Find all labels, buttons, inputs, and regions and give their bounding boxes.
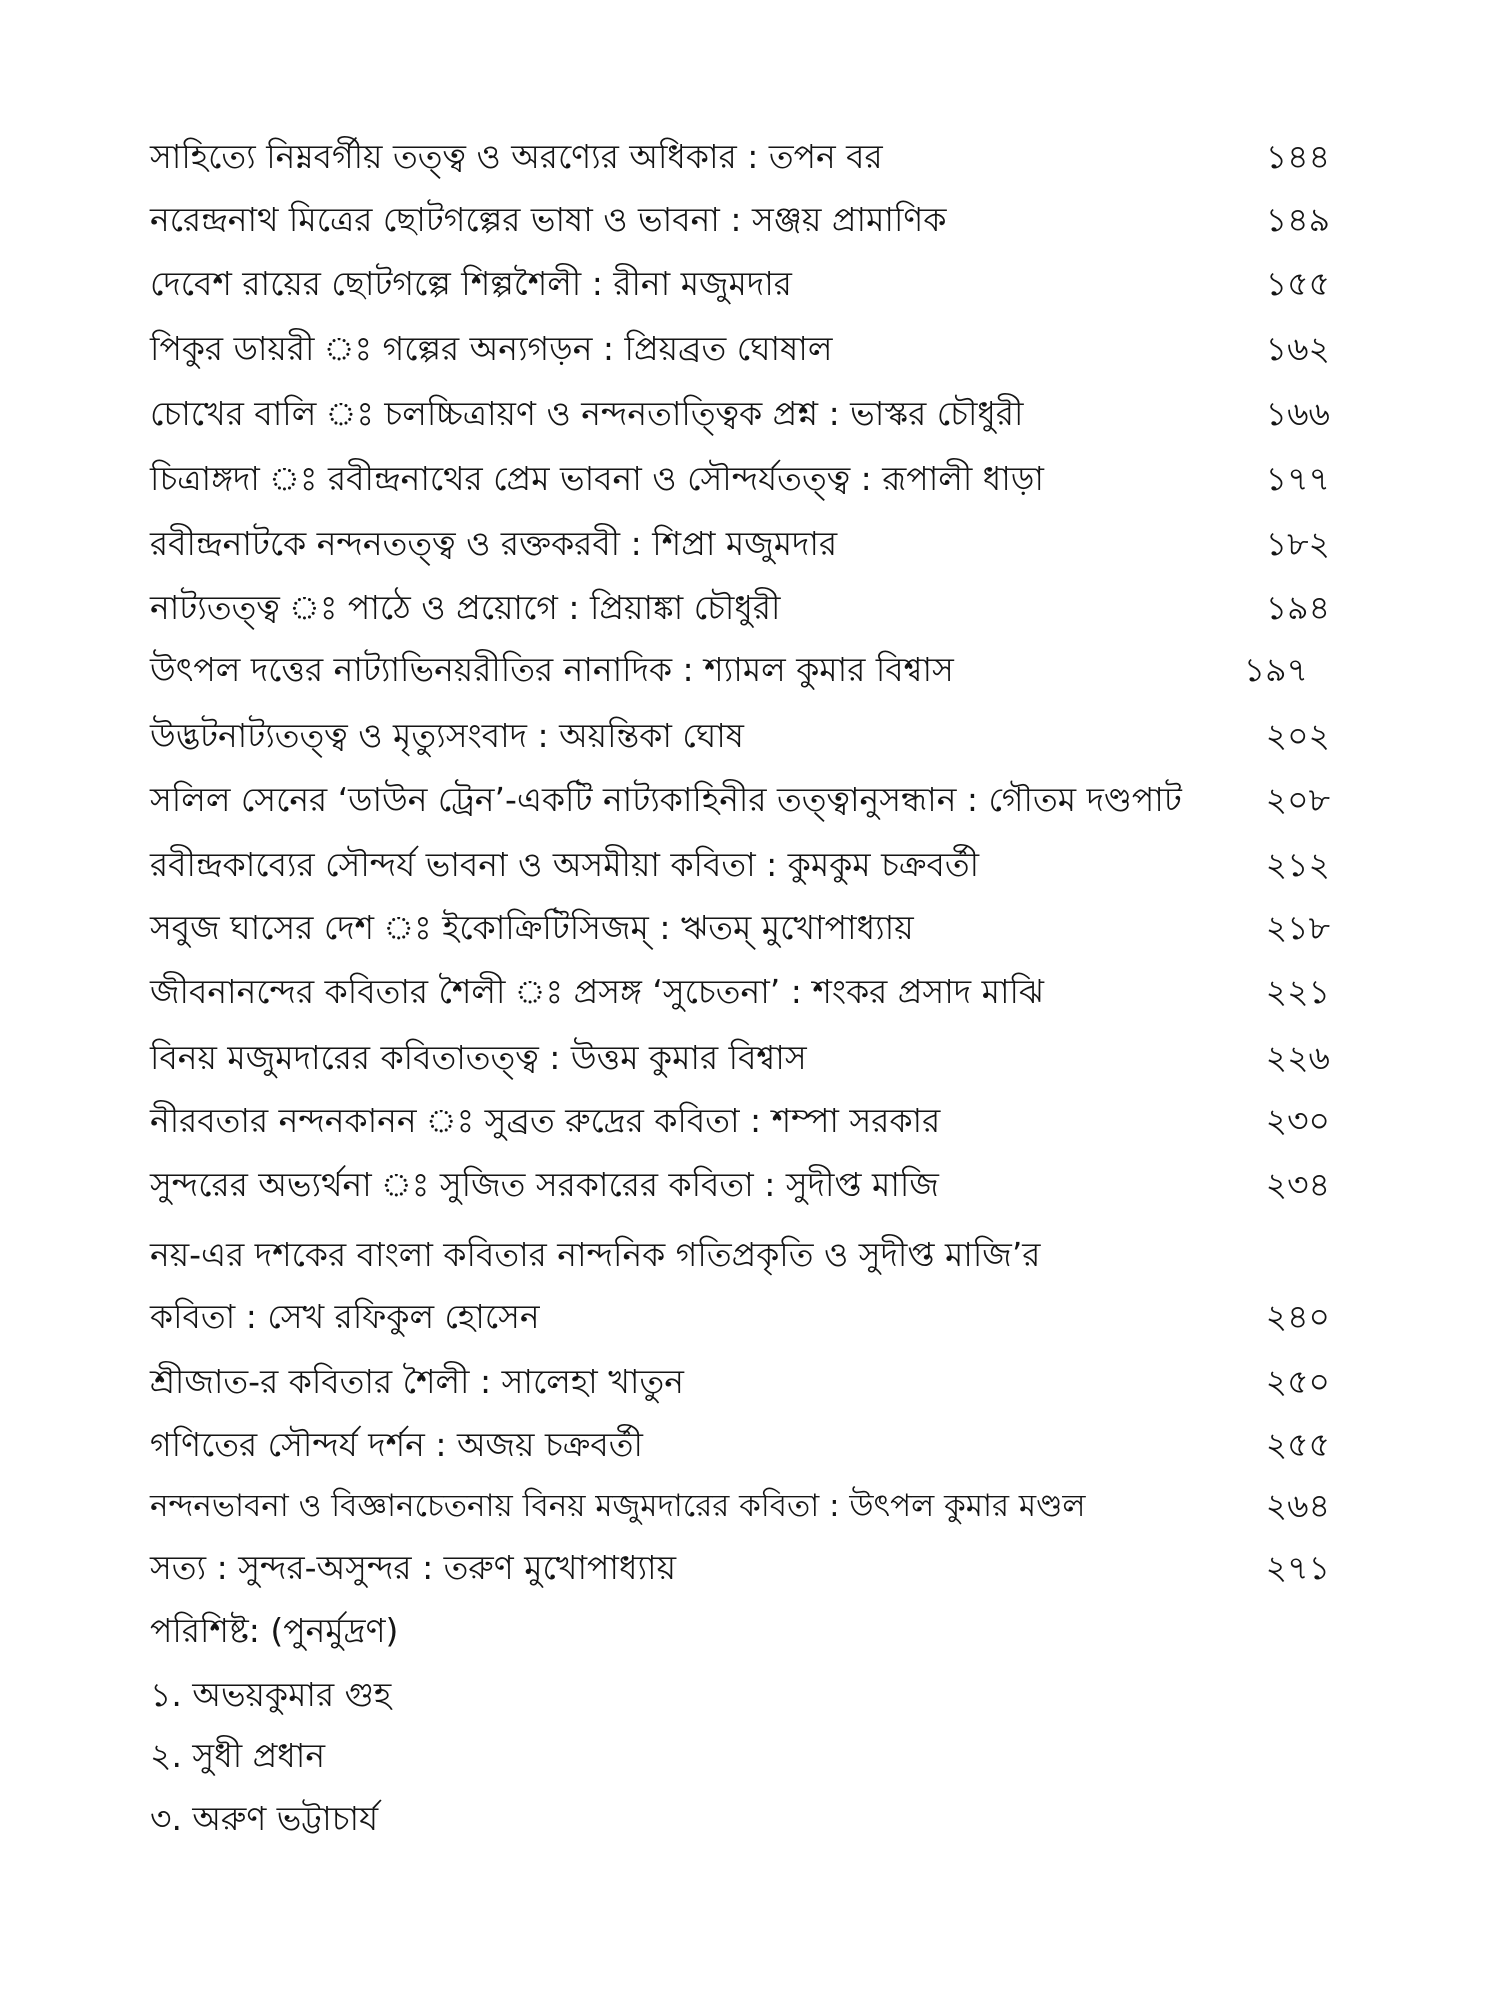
toc-entry-page: ১৭৭ — [1265, 459, 1330, 498]
toc-entry-page: ২১৮ — [1265, 908, 1330, 947]
toc-entry-wrapped — [150, 1233, 1330, 1343]
toc-entry-page: ২৩০ — [1265, 1101, 1330, 1140]
toc-entry-page: ১৫৫ — [1265, 264, 1330, 303]
toc-entry-title: গণিতের সৌন্দর্য দর্শন : অজয় চক্রবর্তী — [150, 1425, 643, 1464]
toc-entry-page: ২৩৪ — [1265, 1165, 1330, 1204]
toc-entry-title: চিত্রাঙ্গদা ঃ রবীন্দ্রনাথের প্রেম ভাবনা ও সৌন্দর্যতত্ত্ব : রূপালী ধাড়া — [150, 459, 1044, 498]
toc-entry-page: ২২৬ — [1265, 1038, 1330, 1077]
toc-entry-title: নন্দনভাবনা ও বিজ্ঞানচেতনায় বিনয় মজুমদারের কবিতা : উৎপল কুমার মণ্ডল — [150, 1488, 1086, 1524]
toc-entry-page: ২০৮ — [1265, 780, 1330, 819]
toc-entry-page: ২২১ — [1265, 972, 1330, 1011]
toc-entry-title: সত্য : সুন্দর-অসুন্দর : তরুণ মুখোপাধ্যায় — [150, 1548, 677, 1587]
toc-entry-title: সলিল সেনের ‘ডাউন ট্রেন’-একটি নাট্যকাহিনীর তত্ত্বানুসন্ধান : গৌতম দণ্ডপাট — [150, 780, 1182, 819]
appendix-heading: পরিশিষ্ট: (পুনর্মুদ্রণ) — [150, 1611, 399, 1650]
toc-entry-page: ১৬৬ — [1265, 394, 1330, 433]
toc-entry-page: ২৪০ — [1265, 1297, 1330, 1336]
toc-entry-title: জীবনানন্দের কবিতার শৈলী ঃ প্রসঙ্গ ‘সুচেতনা’ : শংকর প্রসাদ মাঝি — [150, 972, 1044, 1011]
toc-entry-title: দেবেশ রায়ের ছোটগল্পে শিল্পশৈলী : রীনা মজুমদার — [150, 264, 792, 303]
toc-entry-title: উৎপল দত্তের নাট্যাভিনয়রীতির নানাদিক : শ্যামল কুমার বিশ্বাস — [150, 650, 954, 689]
toc-entry-page: ১৯৭ — [1243, 650, 1308, 689]
toc-entry-title: সাহিত্যে নিম্নবর্গীয় তত্ত্ব ও অরণ্যের অধিকার : তপন বর — [150, 137, 883, 176]
toc-entry-title-line2: কবিতা : সেখ রফিকুল হোসেন — [150, 1297, 540, 1336]
toc-entry-title: নরেন্দ্রনাথ মিত্রের ছোটগল্পের ভাষা ও ভাবনা : সঞ্জয় প্রামাণিক — [150, 200, 947, 239]
toc-entry-page: ১৬২ — [1265, 329, 1330, 368]
toc-entry-title: চোখের বালি ঃ চলচ্চিত্রায়ণ ও নন্দনতাত্ত্বিক প্রশ্ন : ভাস্কর চৌধুরী — [150, 394, 1024, 433]
toc-entry-title: পিকুর ডায়রী ঃ গল্পের অন্যগড়ন : প্রিয়ব্রত ঘোষাল — [150, 329, 833, 368]
toc-entry-page: ১৪৪ — [1265, 137, 1330, 176]
toc-entry-page: ২৭১ — [1265, 1548, 1330, 1587]
toc-entry-page: ২৫০ — [1265, 1362, 1330, 1401]
appendix-item: ৩. অরুণ ভট্টাচার্য — [150, 1799, 379, 1838]
toc-entry-title: নীরবতার নন্দনকানন ঃ সুব্রত রুদ্রের কবিতা : শম্পা সরকার — [150, 1101, 941, 1140]
toc-entry-page: ২৫৫ — [1265, 1425, 1330, 1464]
toc-entry-title: রবীন্দ্রনাটকে নন্দনতত্ত্ব ও রক্তকরবী : শিপ্রা মজুমদার — [150, 524, 838, 563]
toc-entry-title: উদ্ভটনাট্যতত্ত্ব ও মৃত্যুসংবাদ : অয়ন্তিকা ঘোষ — [150, 716, 744, 755]
toc-entry-title: নাট্যতত্ত্ব ঃ পাঠে ও প্রয়োগে : প্রিয়াঙ্কা চৌধুরী — [150, 588, 781, 627]
toc-entry-page: ১৮২ — [1265, 524, 1330, 563]
toc-entry-title: সবুজ ঘাসের দেশ ঃ ইকোক্রিটিসিজম্ : ঋতম্ মুখোপাধ্যায় — [150, 908, 914, 947]
toc-entry-title: বিনয় মজুমদারের কবিতাতত্ত্ব : উত্তম কুমার বিশ্বাস — [150, 1038, 807, 1077]
toc-entry-title: রবীন্দ্রকাব্যের সৌন্দর্য ভাবনা ও অসমীয়া কবিতা : কুমকুম চক্রবর্তী — [150, 845, 980, 884]
toc-entry-page: ২৬৪ — [1265, 1486, 1330, 1525]
toc-entry-page: ২০২ — [1265, 716, 1330, 755]
toc-entry-title: শ্রীজাত-র কবিতার শৈলী : সালেহা খাতুন — [150, 1362, 684, 1401]
toc-entry-page: ১৪৯ — [1265, 200, 1330, 239]
appendix-item: ২. সুধী প্রধান — [150, 1736, 326, 1775]
appendix-item: ১. অভয়কুমার গুহ — [150, 1675, 392, 1714]
toc-entry-page: ২১২ — [1265, 845, 1330, 884]
toc-entry-title: সুন্দরের অভ্যর্থনা ঃ সুজিত সরকারের কবিতা : সুদীপ্ত মাজি — [150, 1165, 939, 1204]
toc-entry-title-line1: নয়-এর দশকের বাংলা কবিতার নান্দনিক গতিপ্রকৃতি ও সুদীপ্ত মাজি’র — [150, 1235, 1041, 1274]
toc-entry-page: ১৯৪ — [1265, 588, 1330, 627]
